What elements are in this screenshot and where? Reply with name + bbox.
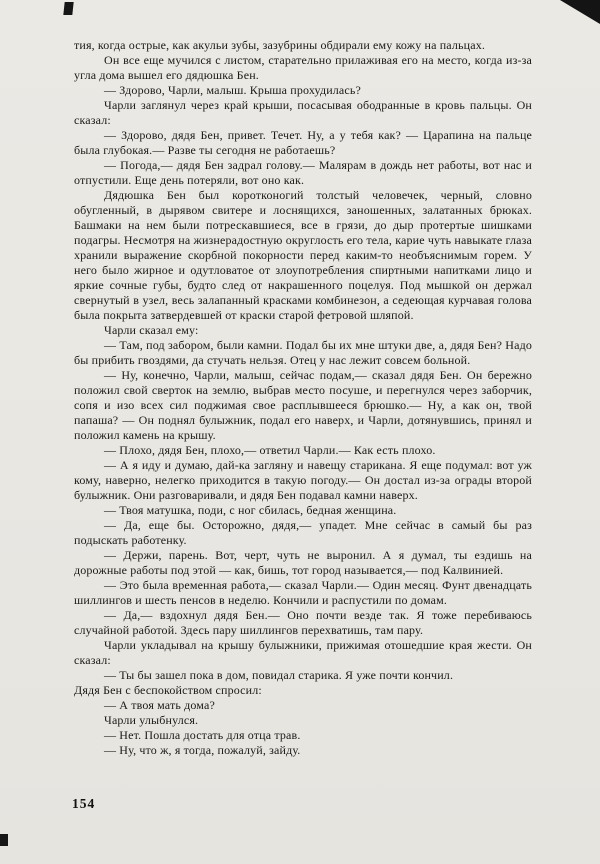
- paragraph: Дядюшка Бен был коротконогий толстый человечек, черный, словно обугленный, в дырявом свитере и лоснящихся, заношенных, залатанных брюках. Башмаки на нем были потрескавшиеся, все в грязи, до дыр протертые шишками подагры. Несмотря на жизнерадостную округлость его тела, карие чуть навыкате глаза хранили выражение скорбной покорности перед каким-то необъяснимым горем. У него было жирное и одутловатое от злоупотребления спиртными напитками лицо и яркие сочные губы, будто след от накрашенного поцелуя. Под мышкой он держал свернутый в узел, весь залапанный красками комбинезон, а седеющая курчавая голова была покрыта затвердевшей от краски старой фетровой шляпой.: [74, 188, 532, 322]
- paragraph: тия, когда острые, как акульи зубы, зазубрины обдирали ему кожу на пальцах.: [74, 38, 485, 52]
- paragraph: — А я иду и думаю, дай-ка загляну и навещу старикана. Я еще подумал: вот уж кому, наверно, нелегко приходится в такую погоду.— Он достал из-за ограды второй булыжник. Они разговаривали, и дядя Бен подавал камни наверх.: [74, 458, 532, 502]
- paragraph: — Здорово, дядя Бен, привет. Течет. Ну, а у тебя как? — Царапина на пальце была глубокая.— Разве ты сегодня не работаешь?: [74, 128, 532, 157]
- paragraph: — Ну, конечно, Чарли, малыш, сейчас подам,— сказал дядя Бен. Он бережно положил свой сверток на землю, выбрав место посуше, и перегнулся через заборчик, сопя и изо всех сил поджимая свое расплывшееся брюшко.— Ну, а как он, твой папаша? — Он поднял булыжник, подал его наверх, и Чарли, дотянувшись, принял и положил камень на крышу.: [74, 368, 532, 442]
- paragraph: Чарли укладывал на крышу булыжники, прижимая отошедшие края жести. Он сказал:: [74, 638, 532, 667]
- paragraph: — Плохо, дядя Бен, плохо,— ответил Чарли.— Как есть плохо.: [104, 443, 436, 457]
- page-text: [74, 38, 532, 758]
- paragraph: — Это была временная работа,— сказал Чарли.— Один месяц. Фунт двенадцать шиллингов и шесть пенсов в неделю. Кончили и распустили по домам.: [74, 578, 532, 607]
- paragraph: Он все еще мучился с листом, старательно прилаживая его на место, когда из-за угла дома вышел его дядюшка Бен.: [74, 53, 532, 82]
- paragraph: — Ты бы зашел пока в дом, повидал старика. Я уже почти кончил.: [104, 668, 454, 682]
- scan-artifact-top-right: [560, 0, 600, 24]
- page-number: 154: [72, 796, 96, 811]
- paragraph: — Здорово, Чарли, малыш. Крыша прохудилась?: [104, 83, 361, 97]
- paragraph: — Погода,— дядя Бен задрал голову.— Малярам в дождь нет работы, вот нас и отпустили. Еще день потеряли, вот оно как.: [74, 158, 532, 187]
- scan-artifact-bottom-left: [0, 834, 8, 846]
- paragraph: — Нет. Пошла достать для отца трав.: [104, 728, 301, 742]
- paragraph: Чарли заглянул через край крыши, посасывая ободранные в кровь пальцы. Он сказал:: [74, 98, 532, 127]
- scan-artifact-top-left: [63, 2, 73, 15]
- paragraph: — Ну, что ж, я тогда, пожалуй, зайду.: [104, 743, 301, 757]
- paragraph: Дядя Бен с беспокойством спросил:: [74, 683, 262, 697]
- paragraph: Чарли сказал ему:: [104, 323, 199, 337]
- paragraph: — Твоя матушка, поди, с ног сбилась, бедная женщина.: [104, 503, 397, 517]
- paragraph: Чарли улыбнулся.: [104, 713, 199, 727]
- paragraph: — Да, еще бы. Осторожно, дядя,— упадет. Мне сейчас в самый бы раз подыскать работенку.: [74, 518, 532, 547]
- paragraph: — А твоя мать дома?: [104, 698, 215, 712]
- paragraph: — Да,— вздохнул дядя Бен.— Оно почти везде так. Я тоже перебиваюсь случайной работой. Здесь пару шиллингов перехватишь, там пару.: [74, 608, 532, 637]
- paragraph: — Там, под забором, были камни. Подал бы их мне штуки две, а, дядя Бен? Надо бы прибить гвоздями, да стучать нельзя. Отец у нас лежит совсем больной.: [74, 338, 532, 367]
- paragraph: — Держи, парень. Вот, черт, чуть не выронил. А я думал, ты ездишь на дорожные работы под этой — как, бишь, тот город называется,— под Калвинией.: [74, 548, 532, 577]
